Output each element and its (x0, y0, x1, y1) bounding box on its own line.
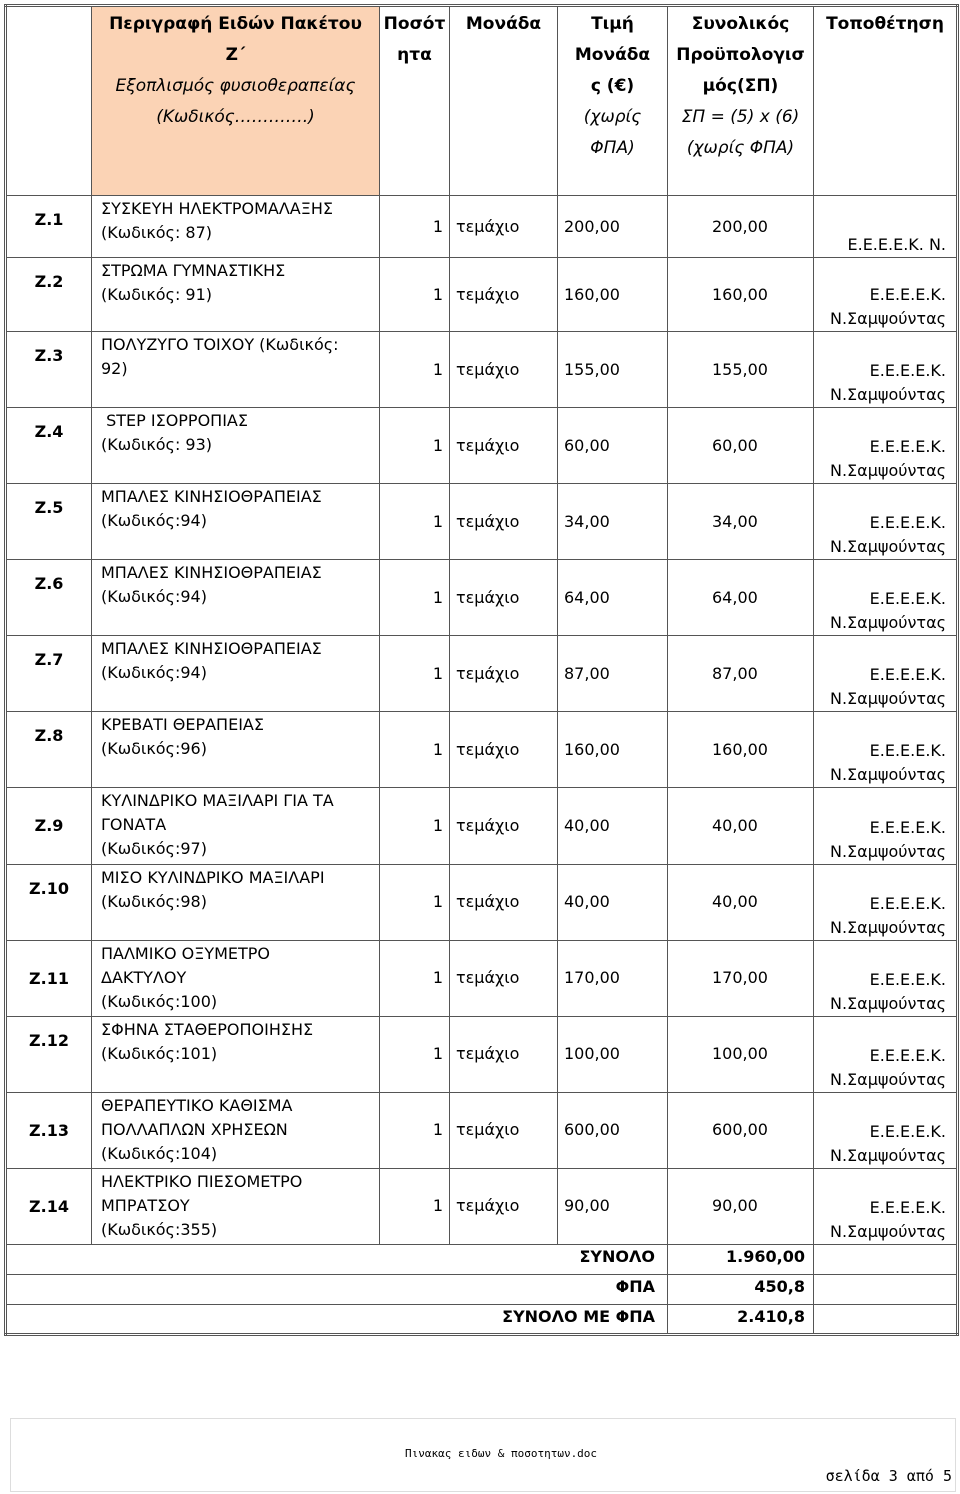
item-description-line: ΠΟΛΥΖΥΓΟ ΤΟΙΧΟΥ (Κωδικός: (101, 335, 339, 355)
item-location-line: Ε.Ε.Ε.Ε.Κ. (869, 969, 946, 989)
table-row (6, 1016, 958, 1092)
item-quantity: 1 (380, 1092, 450, 1168)
table-row (6, 788, 958, 864)
item-quantity: 1 (380, 484, 450, 560)
item-quantity: 1 (380, 560, 450, 636)
item-location-line: Ν.Σαμψούντας (830, 689, 946, 709)
item-location-line: Ν.Σαμψούντας (830, 841, 946, 861)
item-location-line: Ε.Ε.Ε.Ε.Κ. (869, 513, 946, 533)
item-total: 40,00 (668, 788, 814, 864)
item-total: 34,00 (668, 484, 814, 560)
item-location (814, 408, 958, 484)
header-quantity: Ποσότ ητα (380, 6, 450, 196)
item-unit: τεμάχιο (450, 196, 558, 258)
item-total: 600,00 (668, 1092, 814, 1168)
item-location-line: Ε.Ε.Ε.Ε.Κ. (869, 589, 946, 609)
item-description-line: ΚΡΕΒΑΤΙ ΘΕΡΑΠΕΙΑΣ (101, 715, 264, 735)
item-description-line: (Κωδικός:100) (101, 991, 218, 1011)
item-unit: τεμάχιο (450, 712, 558, 788)
table-row (6, 1168, 958, 1244)
item-description-line: ΔΑΚΤΥΛΟΥ (101, 967, 187, 987)
item-description-line: (Κωδικός: 87) (101, 223, 213, 242)
table-row (6, 940, 958, 1016)
table-header (6, 6, 958, 196)
item-location-line: Ε.Ε.Ε.Ε.Κ. (869, 1197, 946, 1217)
item-location-line: Ε.Ε.Ε.Ε.Κ. (869, 1121, 946, 1141)
item-description-line: (Κωδικός:97) (101, 839, 207, 859)
item-unit: τεμάχιο (450, 484, 558, 560)
summary-row (6, 1304, 958, 1334)
header-total-budget: Συνολικός Προϋπολογισ μός(ΣΠ) ΣΠ = (5) x (6) (χωρίς ΦΠΑ) (668, 6, 814, 196)
table-row (6, 636, 958, 712)
item-unit-price: 34,00 (558, 484, 668, 560)
item-unit-price: 40,00 (558, 788, 668, 864)
item-code: Ζ.9 (6, 788, 92, 864)
item-location (814, 636, 958, 712)
item-description (92, 1016, 380, 1092)
item-unit: τεμάχιο (450, 788, 558, 864)
item-location-line: Ν.Σαμψούντας (830, 917, 946, 937)
item-description-line: (Κωδικός:104) (101, 1143, 218, 1163)
item-description-line: (Κωδικός: 93) (101, 435, 213, 455)
item-description-line: (Κωδικός:96) (101, 739, 207, 759)
item-description-line: ΜΠΡΑΤΣΟΥ (101, 1195, 190, 1215)
item-unit-price: 90,00 (558, 1168, 668, 1244)
item-location (814, 864, 958, 940)
summary-row (6, 1244, 958, 1274)
table-row (6, 408, 958, 484)
item-description (92, 788, 380, 864)
item-location (814, 1168, 958, 1244)
item-location (814, 1016, 958, 1092)
item-location (814, 484, 958, 560)
summary-label: ΣΥΝΟΛΟ ΜΕ ΦΠΑ (6, 1304, 668, 1334)
item-description-line: STEP ΙΣΟΡΡΟΠΙΑΣ (101, 411, 248, 431)
item-total: 100,00 (668, 1016, 814, 1092)
header-description: Περιγραφή Ειδών Πακέτου Ζ΄ Εξοπλισμός φυσιοθεραπείας (Κωδικός………….) (92, 6, 380, 196)
item-code: Ζ.14 (6, 1168, 92, 1244)
item-quantity: 1 (380, 258, 450, 332)
item-total: 170,00 (668, 940, 814, 1016)
item-description-line: ΘΕΡΑΠΕΥΤΙΚΟ ΚΑΘΙΣΜΑ (101, 1095, 293, 1115)
item-location (814, 940, 958, 1016)
item-unit-price: 64,00 (558, 560, 668, 636)
item-code: Ζ.7 (6, 636, 92, 712)
item-location-line: Ν.Σαμψούντας (830, 1069, 946, 1089)
item-location-line: Ε.Ε.Ε.Ε.Κ. (869, 1045, 946, 1065)
summary-value: 2.410,8 (668, 1304, 814, 1334)
item-quantity: 1 (380, 712, 450, 788)
table-row (6, 258, 958, 332)
item-description-line: ΜΠΑΛΕΣ ΚΙΝΗΣΙΟΘΡΑΠΕΙΑΣ (101, 639, 322, 659)
item-location-line: Ν.Σαμψούντας (830, 385, 946, 405)
item-description-line: ΗΛΕΚΤΡΙΚΟ ΠΙΕΣΟΜΕΤΡΟ (101, 1171, 303, 1191)
item-code: Ζ.11 (6, 940, 92, 1016)
item-unit-price: 40,00 (558, 864, 668, 940)
item-quantity: 1 (380, 196, 450, 258)
item-location-line: Ε.Ε.Ε.Ε.Κ. (869, 817, 946, 837)
item-location (814, 1092, 958, 1168)
item-description-line: ΜΙΣΟ ΚΥΛΙΝΔΡΙΚΟ ΜΑΞΙΛΑΡΙ (101, 867, 325, 887)
item-total: 64,00 (668, 560, 814, 636)
header-unit: Μονάδα (450, 6, 558, 196)
item-unit-price: 600,00 (558, 1092, 668, 1168)
item-total: 200,00 (668, 196, 814, 258)
item-code: Ζ.6 (6, 560, 92, 636)
summary-blank (814, 1304, 958, 1334)
item-unit-price: 100,00 (558, 1016, 668, 1092)
summary-blank (814, 1244, 958, 1274)
item-description-line: (Κωδικός:101) (101, 1043, 218, 1063)
item-quantity: 1 (380, 1016, 450, 1092)
item-location-line: Ε.Ε.Ε.Ε.Κ. Ν. (847, 235, 946, 255)
item-location-line: Ε.Ε.Ε.Ε.Κ. (869, 665, 946, 685)
item-total: 155,00 (668, 332, 814, 408)
item-description (92, 940, 380, 1016)
table-row (6, 864, 958, 940)
item-quantity: 1 (380, 636, 450, 712)
item-quantity: 1 (380, 940, 450, 1016)
item-unit: τεμάχιο (450, 864, 558, 940)
item-unit: τεμάχιο (450, 1092, 558, 1168)
summary-blank (814, 1274, 958, 1304)
table-row (6, 712, 958, 788)
item-description (92, 332, 380, 408)
summary-value: 1.960,00 (668, 1244, 814, 1274)
item-unit: τεμάχιο (450, 940, 558, 1016)
item-location (814, 332, 958, 408)
item-description (92, 560, 380, 636)
item-total: 60,00 (668, 408, 814, 484)
item-unit-price: 60,00 (558, 408, 668, 484)
item-quantity: 1 (380, 332, 450, 408)
table-row (6, 332, 958, 408)
item-location-line: Ε.Ε.Ε.Ε.Κ. (869, 285, 946, 305)
footer-page-number: σελίδα 3 από 5 (825, 1467, 952, 1485)
summary-label: ΦΠΑ (6, 1274, 668, 1304)
header-location: Τοποθέτηση (814, 6, 958, 196)
item-location-line: Ν.Σαμψούντας (830, 461, 946, 481)
item-quantity: 1 (380, 788, 450, 864)
item-location (814, 788, 958, 864)
item-unit-price: 155,00 (558, 332, 668, 408)
item-description-line: (Κωδικός:94) (101, 663, 207, 683)
item-code: Ζ.2 (6, 258, 92, 332)
item-description (92, 484, 380, 560)
table-row (6, 560, 958, 636)
item-unit: τεμάχιο (450, 560, 558, 636)
item-unit-price: 87,00 (558, 636, 668, 712)
item-location-line: Ν.Σαμψούντας (830, 1145, 946, 1165)
item-unit-price: 200,00 (558, 196, 668, 258)
item-description-line: 92) (101, 359, 128, 379)
item-code: Ζ.5 (6, 484, 92, 560)
item-location-line: Ν.Σαμψούντας (830, 537, 946, 557)
header-blank (6, 6, 92, 196)
item-description (92, 196, 380, 258)
item-unit-price: 160,00 (558, 712, 668, 788)
item-unit: τεμάχιο (450, 1168, 558, 1244)
item-quantity: 1 (380, 864, 450, 940)
table-row (6, 484, 958, 560)
item-description-line: (Κωδικός:94) (101, 587, 207, 607)
item-location (814, 258, 958, 332)
item-code: Ζ.13 (6, 1092, 92, 1168)
item-description (92, 636, 380, 712)
item-total: 90,00 (668, 1168, 814, 1244)
item-description-line: ΚΥΛΙΝΔΡΙΚΟ ΜΑΞΙΛΑΡΙ ΓΙΑ ΤΑ (101, 791, 334, 811)
item-description (92, 712, 380, 788)
item-description-line: ΜΠΑΛΕΣ ΚΙΝΗΣΙΟΘΡΑΠΕΙΑΣ (101, 487, 322, 507)
item-description (92, 1092, 380, 1168)
item-unit-price: 160,00 (558, 258, 668, 332)
item-location-line: Ν.Σαμψούντας (830, 1221, 946, 1241)
item-unit: τεμάχιο (450, 408, 558, 484)
items-table (4, 4, 959, 1336)
item-code: Ζ.1 (6, 196, 92, 258)
item-description (92, 1168, 380, 1244)
item-location-line: Ε.Ε.Ε.Ε.Κ. (869, 361, 946, 381)
item-unit: τεμάχιο (450, 332, 558, 408)
table-row (6, 1092, 958, 1168)
item-code: Ζ.12 (6, 1016, 92, 1092)
item-unit: τεμάχιο (450, 1016, 558, 1092)
item-quantity: 1 (380, 1168, 450, 1244)
item-unit: τεμάχιο (450, 636, 558, 712)
summary-row (6, 1274, 958, 1304)
item-location (814, 712, 958, 788)
item-code: Ζ.4 (6, 408, 92, 484)
item-description-line: (Κωδικός:355) (101, 1219, 218, 1239)
item-description-line: (Κωδικός:94) (101, 511, 207, 531)
item-total: 160,00 (668, 712, 814, 788)
summary-value: 450,8 (668, 1274, 814, 1304)
item-description-line: (Κωδικός:98) (101, 891, 207, 911)
item-total: 87,00 (668, 636, 814, 712)
item-description-line: ΜΠΑΛΕΣ ΚΙΝΗΣΙΟΘΡΑΠΕΙΑΣ (101, 563, 322, 583)
item-description-line: ΠΑΛΜΙΚΟ ΟΞΥΜΕΤΡΟ (101, 943, 271, 963)
item-total: 160,00 (668, 258, 814, 332)
item-description (92, 408, 380, 484)
item-location-line: Ε.Ε.Ε.Ε.Κ. (869, 893, 946, 913)
item-description-line: (Κωδικός: 91) (101, 285, 213, 305)
item-location (814, 560, 958, 636)
item-description (92, 258, 380, 332)
item-total: 40,00 (668, 864, 814, 940)
item-description-line: ΣΤΡΩΜΑ ΓΥΜΝΑΣΤΙΚΗΣ (101, 261, 286, 281)
item-location-line: Ν.Σαμψούντας (830, 993, 946, 1013)
item-unit: τεμάχιο (450, 258, 558, 332)
footer-document-name: Πινακας ειδων & ποσοτητων.doc (405, 1447, 598, 1460)
item-location-line: Ν.Σαμψούντας (830, 613, 946, 633)
item-quantity: 1 (380, 408, 450, 484)
table-row (6, 196, 958, 258)
item-description-line: ΣΦΗΝΑ ΣΤΑΘΕΡΟΠΟΙΗΣΗΣ (101, 1019, 314, 1039)
item-code: Ζ.3 (6, 332, 92, 408)
item-unit-price: 170,00 (558, 940, 668, 1016)
item-description-line: ΣΥΣΚΕΥΗ ΗΛΕΚΤΡΟΜΑΛΑΞΗΣ (101, 199, 333, 218)
item-code: Ζ.8 (6, 712, 92, 788)
item-description-line: ΓΟΝΑΤΑ (101, 815, 167, 835)
item-location-line: Ε.Ε.Ε.Ε.Κ. (869, 741, 946, 761)
item-location-line: Ν.Σαμψούντας (830, 765, 946, 785)
header-unit-price: Τιμή Μονάδα ς (€) (χωρίς ΦΠΑ) (558, 6, 668, 196)
summary-label: ΣΥΝΟΛΟ (6, 1244, 668, 1274)
item-description-line: ΠΟΛΛΑΠΛΩΝ ΧΡΗΣΕΩΝ (101, 1119, 288, 1139)
item-location-line: Ν.Σαμψούντας (830, 309, 946, 329)
item-location-line: Ε.Ε.Ε.Ε.Κ. (869, 437, 946, 457)
item-code: Ζ.10 (6, 864, 92, 940)
item-description (92, 864, 380, 940)
item-location (814, 196, 958, 258)
